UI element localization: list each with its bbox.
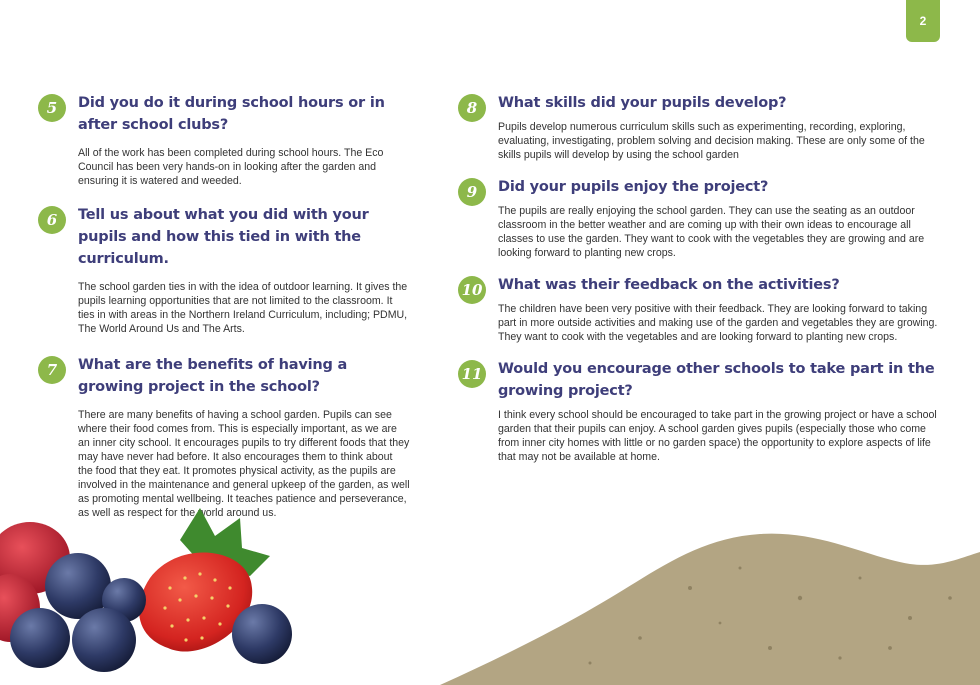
qa-item-9 bbox=[458, 176, 944, 260]
question-heading: What was their feedback on the activities? bbox=[498, 277, 840, 293]
answer-text: The school garden ties in with the idea of outdoor learning. It gives the pupils learning opportunities that are not limited to the classroom. It ties in with areas in the Northern Ireland Curriculum, including; PDMU, The World Around Us and The Arts. bbox=[78, 281, 408, 335]
page-number-badge bbox=[906, 0, 940, 42]
answer-text: I think every school should be encouraged to take part in the growing project or have a school garden that their pupils can enjoy. A school garden gives pupils (especially those who come from inner city homes with little or no garden space) the opportunity to explore aspects of life that may not be available at home. bbox=[498, 409, 937, 463]
blueberry bbox=[10, 608, 70, 668]
soil-illustration bbox=[440, 528, 980, 685]
answer-text: The pupils are really enjoying the school garden. They can use the seating as an outdoor classroom in the better weather and are coming up with their own ideas to encourage all classes to use the garden. They want to cook with the vegetables they are growing and are looking forward to planting new crops. bbox=[498, 205, 925, 259]
question-heading: Did you do it during school hours or in after school clubs? bbox=[78, 95, 385, 133]
berries-illustration bbox=[0, 498, 310, 685]
question-heading: What are the benefits of having a growing project in the school? bbox=[78, 357, 348, 395]
qa-item-6 bbox=[38, 204, 410, 336]
right-column bbox=[458, 92, 944, 464]
blueberry bbox=[232, 604, 292, 664]
qa-item-5 bbox=[38, 92, 410, 188]
question-number-badge: 7 bbox=[38, 356, 66, 384]
qa-item-10 bbox=[458, 274, 944, 344]
qa-item-7 bbox=[38, 354, 410, 520]
question-heading: What skills did your pupils develop? bbox=[498, 95, 787, 111]
qa-item-8 bbox=[458, 92, 944, 162]
answer-text: Pupils develop numerous curriculum skills such as experimenting, recording, exploring, evaluating, investigating, problem solving and decision making. These are only some of the skills pupils will develop by using the school garden bbox=[498, 121, 925, 161]
soil-mound bbox=[440, 534, 980, 685]
page-number: 2 bbox=[919, 14, 927, 28]
question-number-badge: 9 bbox=[458, 178, 486, 206]
qa-item-11 bbox=[458, 358, 944, 464]
answer-text: All of the work has been completed during school hours. The Eco Council has been very hands-on in looking after the garden and ensuring it is watered and weeded. bbox=[78, 147, 384, 187]
question-number-badge: 11 bbox=[458, 360, 486, 388]
answer-text: The children have been very positive with their feedback. They are looking forward to taking part in more outside activities and making use of the garden and vegetables they are growing. They want to cook with the vegetables and are looking forward to planting new crops. bbox=[498, 303, 938, 343]
left-column bbox=[38, 92, 410, 520]
question-number-badge: 10 bbox=[458, 276, 486, 304]
blueberry bbox=[72, 608, 136, 672]
question-heading: Did your pupils enjoy the project? bbox=[498, 179, 769, 195]
question-number-badge: 8 bbox=[458, 94, 486, 122]
answer-text: There are many benefits of having a school garden. Pupils can see where their food comes from. This is especially important, as we are an inner city school. It encourages pupils to try different foods that they may have never had before. It also encourages them to think about the food that they eat. It promotes physical activity, as the pupils are involved in the maintenance and general upkeep of the garden, as well as promoting mental wellbeing. It teaches patience and perseverance, as well as respect for the world around us. bbox=[78, 409, 410, 519]
question-heading: Tell us about what you did with your pupils and how this tied in with the curriculum. bbox=[78, 207, 369, 267]
question-number-badge: 6 bbox=[38, 206, 66, 234]
question-heading: Would you encourage other schools to take part in the growing project? bbox=[498, 361, 935, 399]
question-number-badge: 5 bbox=[38, 94, 66, 122]
